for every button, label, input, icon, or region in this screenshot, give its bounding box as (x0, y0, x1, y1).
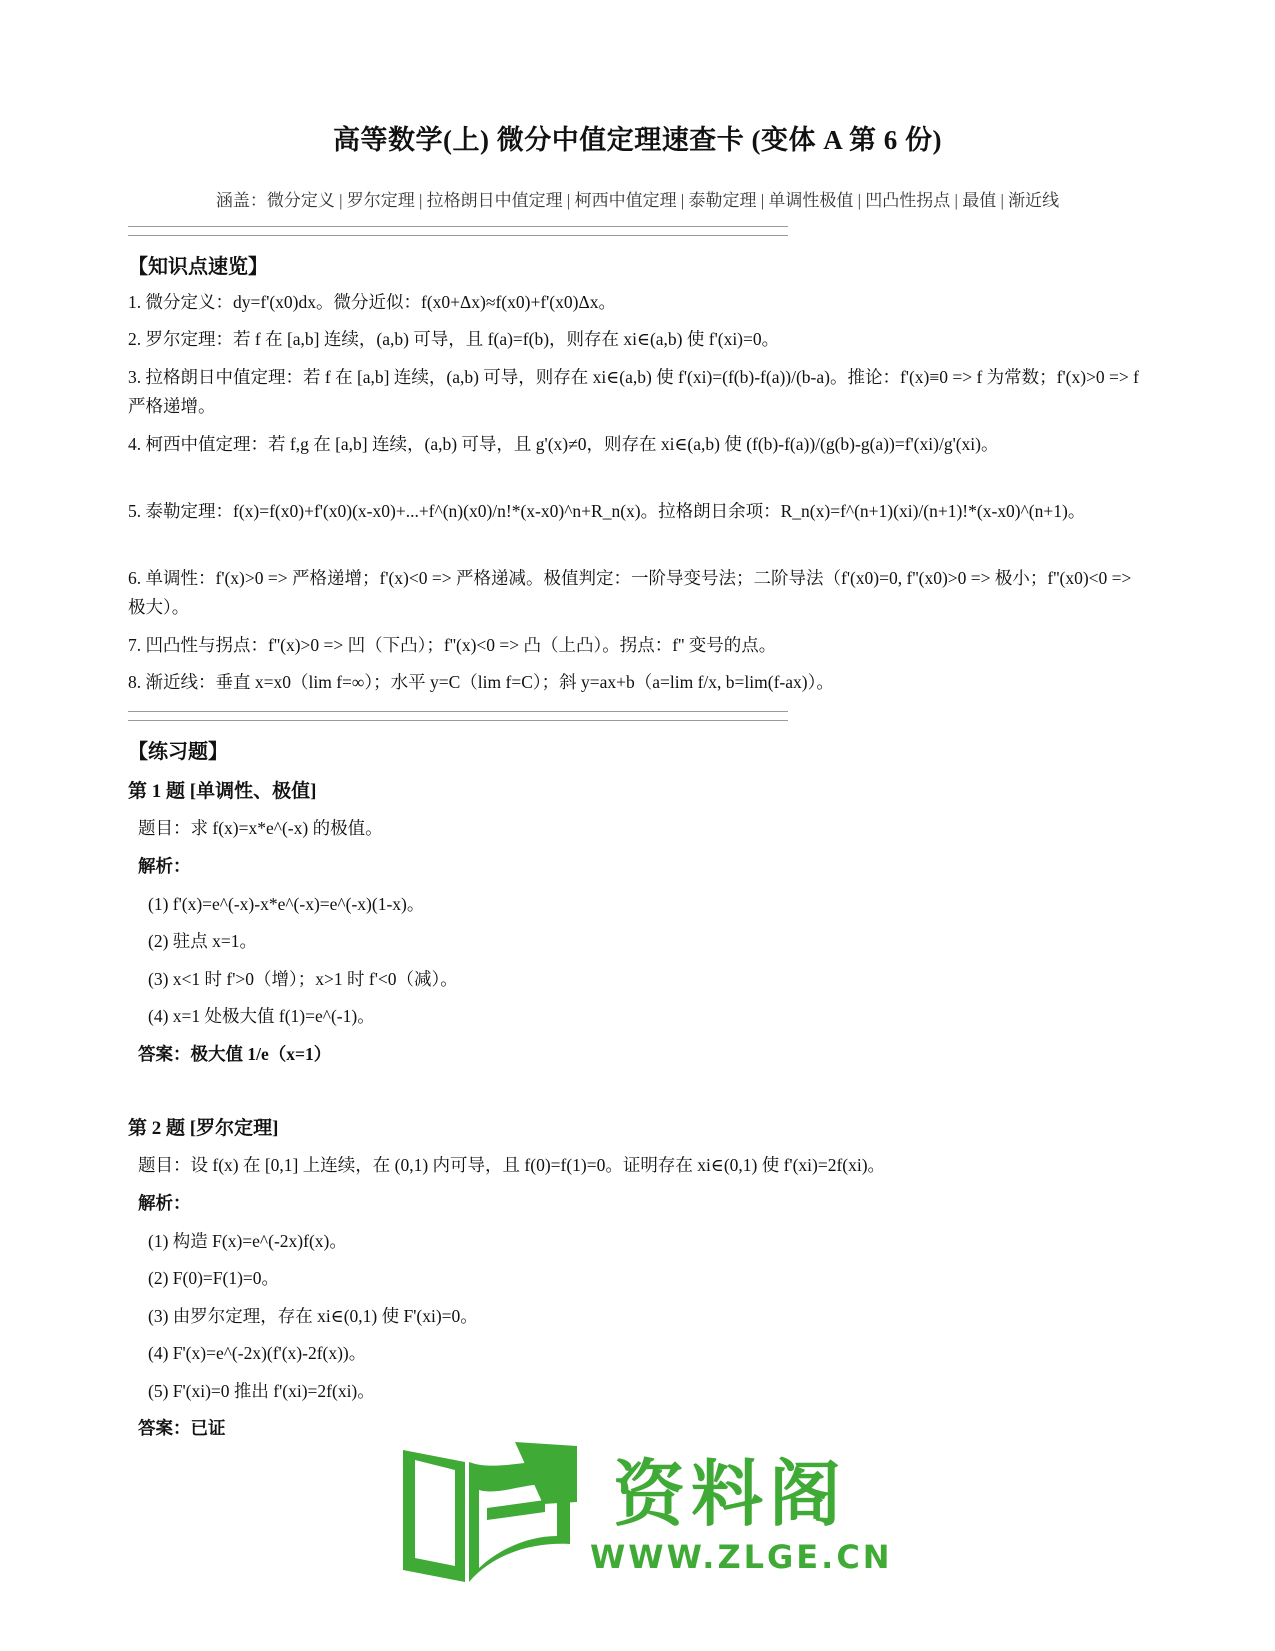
knowledge-item: 5. 泰勒定理：f(x)=f(x0)+f'(x0)(x-x0)+...+f^(n)(x0)/n!*(x-x0)^n+R_n(x)。拉格朗日余项：R_n(x)=f^(n+1)(xi)/(n+1)!*(x-x0)^(n+1)。 (128, 501, 1086, 521)
knowledge-item: 3. 拉格朗日中值定理：若 f 在 [a,b] 连续，(a,b) 可导，则存在 xi∈(a,b) 使 f'(xi)=(f(b)-f(a))/(b-a)。推论：f'(x)≡0 => f 为常数；f'(x)>0 => f 严格递增。 (128, 367, 1139, 416)
watermark-logo (395, 1432, 893, 1587)
knowledge-item: 4. 柯西中值定理：若 f,g 在 [a,b] 连续，(a,b) 可导，且 g'(x)≠0，则存在 xi∈(a,b) 使 (f(b)-f(a))/(g(b)-g(a))=f'(xi)/g'(xi)。 (128, 434, 999, 454)
analysis-step: (5) F'(xi)=0 推出 f'(xi)=2f(xi)。 (148, 1381, 375, 1401)
divider (128, 226, 788, 236)
watermark-url: WWW.ZLGE.CN (590, 1538, 893, 1576)
document-subtitle: 涵盖：微分定义 | 罗尔定理 | 拉格朗日中值定理 | 柯西中值定理 | 泰勒定理 | 单调性极值 | 凹凸性拐点 | 最值 | 渐近线 (215, 191, 1060, 210)
document-title: 高等数学(上) 微分中值定理速查卡 (变体 A 第 6 份) (333, 125, 942, 155)
practice-heading: 【练习题】 (128, 741, 228, 763)
analysis-step: (2) 驻点 x=1。 (148, 931, 258, 951)
analysis-step: (1) f'(x)=e^(-x)-x*e^(-x)=e^(-x)(1-x)。 (148, 894, 425, 914)
analysis-step: (3) 由罗尔定理，存在 xi∈(0,1) 使 F'(xi)=0。 (148, 1306, 478, 1326)
knowledge-item: 1. 微分定义：dy=f'(x0)dx。微分近似：f(x0+Δx)≈f(x0)+f'(x0)Δx。 (128, 292, 616, 312)
watermark-brand: 资料阁 (613, 1452, 848, 1536)
knowledge-item: 6. 单调性：f'(x)>0 => 严格递增；f'(x)<0 => 严格递减。极值判定：一阶导变号法；二阶导法（f'(x0)=0, f''(x0)>0 => 极小；f''(x0)<0 => 极大）。 (128, 568, 1132, 617)
question-title: 第 2 题 [罗尔定理] (128, 1118, 279, 1139)
knowledge-item: 2. 罗尔定理：若 f 在 [a,b] 连续，(a,b) 可导，且 f(a)=f(b)，则存在 xi∈(a,b) 使 f'(xi)=0。 (128, 329, 780, 349)
analysis-label: 解析： (138, 1193, 191, 1213)
answer: 答案：已证 (138, 1418, 226, 1438)
analysis-step: (1) 构造 F(x)=e^(-2x)f(x)。 (148, 1231, 347, 1251)
book-icon (395, 1432, 580, 1582)
analysis-step: (4) x=1 处极大值 f(1)=e^(-1)。 (148, 1006, 375, 1026)
question-text: 题目：设 f(x) 在 [0,1] 上连续，在 (0,1) 内可导，且 f(0)=f(1)=0。证明存在 xi∈(0,1) 使 f'(xi)=2f(xi)。 (138, 1155, 886, 1175)
question-text: 题目：求 f(x)=x*e^(-x) 的极值。 (138, 818, 383, 838)
knowledge-item: 7. 凹凸性与拐点：f''(x)>0 => 凹（下凸）；f''(x)<0 => 凸（上凸）。拐点：f'' 变号的点。 (128, 635, 777, 655)
knowledge-heading: 【知识点速览】 (128, 256, 268, 278)
analysis-step: (3) x<1 时 f'>0（增）；x>1 时 f'<0（减）。 (148, 969, 458, 989)
analysis-step: (2) F(0)=F(1)=0。 (148, 1268, 280, 1288)
analysis-label: 解析： (138, 856, 191, 876)
answer: 答案：极大值 1/e（x=1） (138, 1044, 332, 1064)
analysis-step: (4) F'(x)=e^(-2x)(f'(x)-2f(x))。 (148, 1343, 367, 1363)
divider (128, 711, 788, 721)
question-title: 第 1 题 [单调性、极值] (128, 781, 317, 802)
knowledge-item: 8. 渐近线：垂直 x=x0（lim f=∞）；水平 y=C（lim f=C）；斜 y=ax+b（a=lim f/x, b=lim(f-ax)）。 (128, 672, 834, 692)
